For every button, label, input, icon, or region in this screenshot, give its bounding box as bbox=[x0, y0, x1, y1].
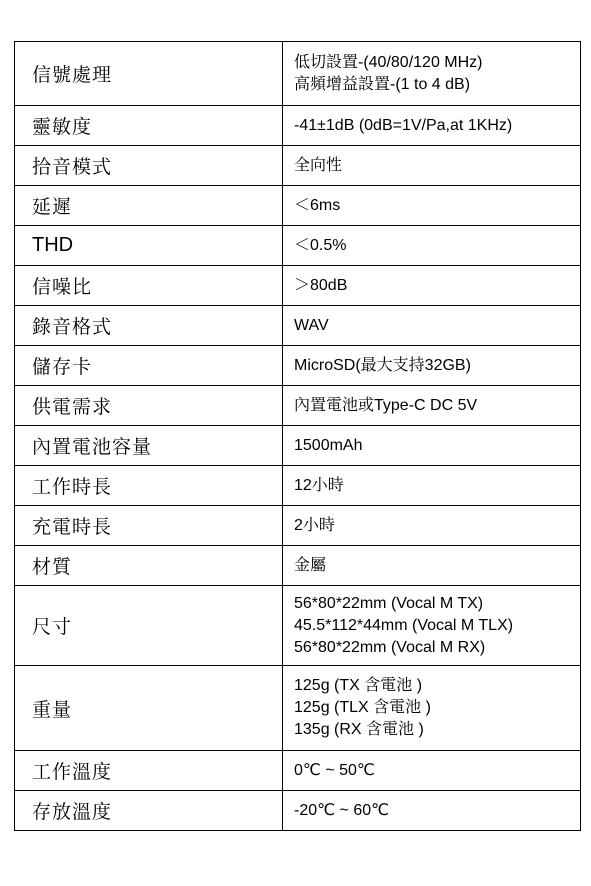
value-line: 56*80*22mm (Vocal M TX) bbox=[294, 594, 484, 612]
row-label: 充電時長 bbox=[15, 506, 283, 546]
value-line: 低切設置-(40/80/120 MHz) bbox=[294, 53, 483, 71]
row-value bbox=[283, 546, 581, 586]
value-line: ＜6ms bbox=[294, 196, 341, 214]
value-line: 1500mAh bbox=[294, 436, 363, 454]
value-line: 內置電池或Type-C DC 5V bbox=[294, 396, 478, 414]
row-value bbox=[283, 506, 581, 546]
value-line: 125g (TLX 含電池 ) bbox=[294, 699, 431, 716]
row-value bbox=[283, 42, 581, 106]
row-value bbox=[283, 186, 581, 226]
table-row-thd bbox=[15, 226, 581, 266]
row-label: 內置電池容量 bbox=[15, 426, 283, 466]
value-line: 56*80*22mm (Vocal M RX) bbox=[294, 638, 486, 656]
row-value bbox=[283, 466, 581, 506]
value-line: 12小時 bbox=[294, 476, 344, 494]
row-value bbox=[283, 386, 581, 426]
table-row-snr bbox=[15, 266, 581, 306]
table-row-dimensions bbox=[15, 586, 581, 666]
row-value bbox=[283, 306, 581, 346]
table-row-battery-capacity bbox=[15, 426, 581, 466]
row-value bbox=[283, 426, 581, 466]
row-label: 信噪比 bbox=[15, 266, 283, 306]
value-line: MicroSD(最大支持32GB) bbox=[294, 356, 471, 374]
row-label: 錄音格式 bbox=[15, 306, 283, 346]
row-label: 材質 bbox=[15, 546, 283, 586]
row-value bbox=[283, 146, 581, 186]
table-row-charging-time bbox=[15, 506, 581, 546]
row-value bbox=[283, 226, 581, 266]
row-value bbox=[283, 666, 581, 751]
value-line: 0℃ ~ 50℃ bbox=[294, 761, 375, 779]
table-row-sensitivity bbox=[15, 106, 581, 146]
row-value bbox=[283, 346, 581, 386]
row-value bbox=[283, 586, 581, 666]
value-line: -20℃ ~ 60℃ bbox=[294, 801, 390, 819]
table-row-operating-temperature bbox=[15, 751, 581, 791]
table-row-recording-format bbox=[15, 306, 581, 346]
row-label: 延遲 bbox=[15, 186, 283, 226]
row-label: 供電需求 bbox=[15, 386, 283, 426]
row-value bbox=[283, 791, 581, 831]
table-row-signal-processing bbox=[15, 42, 581, 106]
table-row-storage-temperature bbox=[15, 791, 581, 831]
row-label: THD bbox=[15, 226, 283, 266]
row-label: 儲存卡 bbox=[15, 346, 283, 386]
row-label: 工作溫度 bbox=[15, 751, 283, 791]
row-label: 重量 bbox=[15, 666, 283, 751]
spec-table bbox=[14, 41, 581, 831]
table-row-working-time bbox=[15, 466, 581, 506]
row-value bbox=[283, 106, 581, 146]
value-line: 125g (TX 含電池 ) bbox=[294, 677, 423, 694]
value-line: WAV bbox=[294, 316, 329, 334]
value-line: ＜0.5% bbox=[294, 236, 347, 254]
row-label: 信號處理 bbox=[15, 42, 283, 106]
row-label: 尺寸 bbox=[15, 586, 283, 666]
table-row-pickup-pattern bbox=[15, 146, 581, 186]
row-value bbox=[283, 266, 581, 306]
table-row-storage-card bbox=[15, 346, 581, 386]
row-label: 靈敏度 bbox=[15, 106, 283, 146]
value-line: ＞80dB bbox=[294, 276, 348, 294]
row-label: 存放溫度 bbox=[15, 791, 283, 831]
table-row-latency bbox=[15, 186, 581, 226]
value-line: 2小時 bbox=[294, 516, 335, 534]
row-value bbox=[283, 751, 581, 791]
value-line: 135g (RX 含電池 ) bbox=[294, 721, 424, 738]
table-row-power-supply bbox=[15, 386, 581, 426]
table-row-weight bbox=[15, 666, 581, 751]
row-label: 工作時長 bbox=[15, 466, 283, 506]
row-label: 拾音模式 bbox=[15, 146, 283, 186]
value-line: 金屬 bbox=[294, 556, 327, 574]
table-row-material bbox=[15, 546, 581, 586]
value-line: 高頻增益設置-(1 to 4 dB) bbox=[294, 75, 471, 93]
value-line: -41±1dB (0dB=1V/Pa,at 1KHz) bbox=[294, 116, 513, 134]
value-line: 全向性 bbox=[294, 156, 343, 174]
value-line: 45.5*112*44mm (Vocal M TLX) bbox=[294, 616, 514, 634]
